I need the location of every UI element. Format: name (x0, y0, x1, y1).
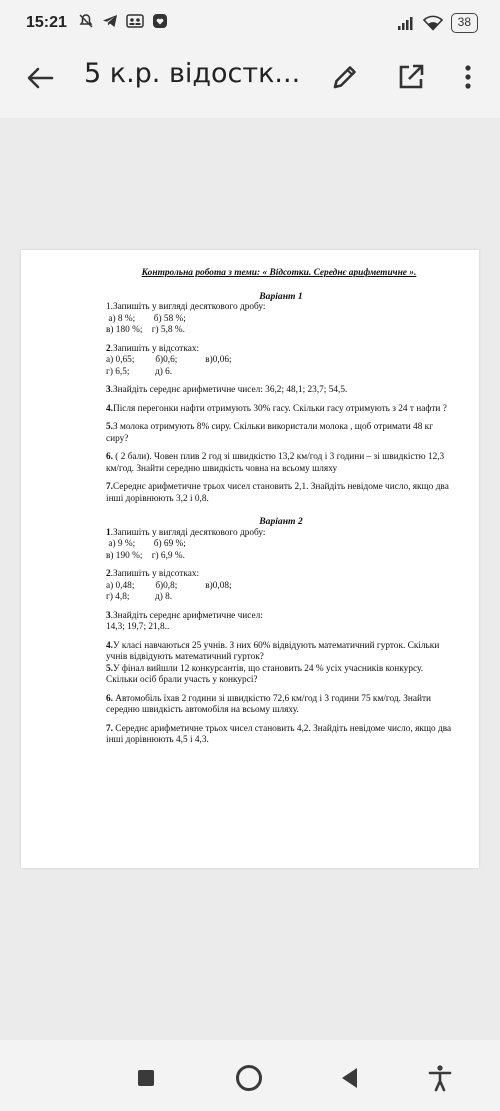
system-icons (397, 13, 478, 33)
v2-task-3-b: 14,3; 19,7; 21,8.. (106, 622, 170, 632)
v2-task-2-b: г) 4,8; д) 8. (106, 592, 173, 602)
v1-task-1: 1.Запишіть у вигляді десяткового дробу: (106, 302, 266, 312)
v1-task-6: 6. ( 2 бали). Човен плив 2 год зі швидкістю 13,2 км/год і 3 години – зі швидкістю 12,3 км/год. Знайти середню швидкість човна на всьому шляху (106, 452, 445, 474)
v1-task-1-a: а) 8 %; б) 58 %; (106, 313, 186, 324)
v1-task-5: 5.З молока отримують 8% сиру. Скільки використали молока , щоб отримати 48 кг сиру? (106, 422, 434, 444)
v2-task-1: 1.Запишіть у вигляді десяткового дробу: (106, 527, 266, 538)
v2-task-2-a: а) 0,48; б)0,8; в)0,08; (106, 580, 232, 591)
v1-task-2: 2.Запишіть у відсотках: (106, 343, 200, 354)
wifi-icon (423, 15, 443, 31)
recents-button[interactable] (138, 1070, 154, 1086)
v2-task-4: 4.У класі навчаються 25 учнів. З них 60% відвідують математичний гурток. Скільки учнів відвідують математичний гурток? (106, 640, 440, 662)
back-button[interactable] (342, 1068, 357, 1088)
app-icon (152, 13, 168, 29)
mute-icon (78, 13, 94, 29)
battery-icon: 38 (451, 13, 478, 33)
document-page (21, 250, 479, 868)
v1-task-1-b: в) 180 %; г) 5,8 %. (106, 325, 185, 335)
v1-task-7: 7.Середнє арифметичне трьох чисел становить 2,1. Знайдіть невідоме число, якщо два інші дорівнюють 3,2 і 0,8. (106, 482, 449, 504)
v1-task-4: 4.Після перегонки нафти отримують 30% гасу. Скільки гасу отримують з 24 т нафти ? (106, 403, 447, 414)
v2-task-6: 6. Автомобіль їхав 2 години зі швидкістю 72,6 км/год і 3 години 75 км/год. Знайти середню швидкість автомобіля на всьому шляху. (106, 693, 432, 715)
contacts-icon (126, 13, 144, 29)
back-arrow-icon[interactable] (24, 62, 56, 94)
pencil-icon[interactable] (330, 62, 360, 92)
v2-task-5: 5.У фінал вийшли 12 конкурсантів, що становить 24 % усіх учасників конкурсу. Скільки осіб брали участь у конкурсі? (106, 663, 424, 685)
variant-1-title: Варіант 1 (259, 290, 303, 302)
v2-task-7: 7. Середнє арифметичне трьох чисел становить 4,2. Знайдіть невідоме число, якщо два інші дорівнюють 4,5 і 4,3. (106, 723, 452, 745)
notification-icons (78, 13, 168, 29)
navigation-bar (0, 1040, 500, 1111)
app-bar (0, 48, 500, 112)
home-button[interactable] (236, 1065, 262, 1091)
document-body (106, 268, 456, 747)
clock: 15:21 (26, 14, 67, 31)
telegram-icon (102, 13, 118, 29)
v2-task-3: 3.Знайдіть середнє арифметичне чисел: (106, 610, 263, 621)
doc-heading: Контрольна робота з теми: « Відсотки. Середнє арифметичне ». (141, 268, 417, 278)
variant-2-title: Варіант 2 (259, 516, 303, 527)
v2-task-1-b: в) 190 %; г) 6,9 %. (106, 550, 185, 561)
accessibility-icon[interactable] (427, 1064, 453, 1092)
v1-task-3: 3.Знайдіть середнє арифметичне чисел: 36,2; 48,1; 23,7; 54,5. (106, 385, 348, 395)
v1-task-2-b: г) 6,5; д) 6. (106, 366, 173, 377)
v2-task-2: 2.Запишіть у відсотках: (106, 569, 200, 579)
status-bar (0, 0, 500, 48)
more-vert-icon[interactable] (458, 62, 478, 92)
v2-task-1-a: а) 9 %; б) 69 %; (106, 539, 186, 549)
document-title: 5 к.р. відостк... (84, 58, 301, 89)
open-external-icon[interactable] (396, 62, 426, 92)
v1-task-2-a: а) 0,65; б)0,6; в)0,06; (106, 355, 232, 365)
signal-icon (397, 15, 415, 31)
